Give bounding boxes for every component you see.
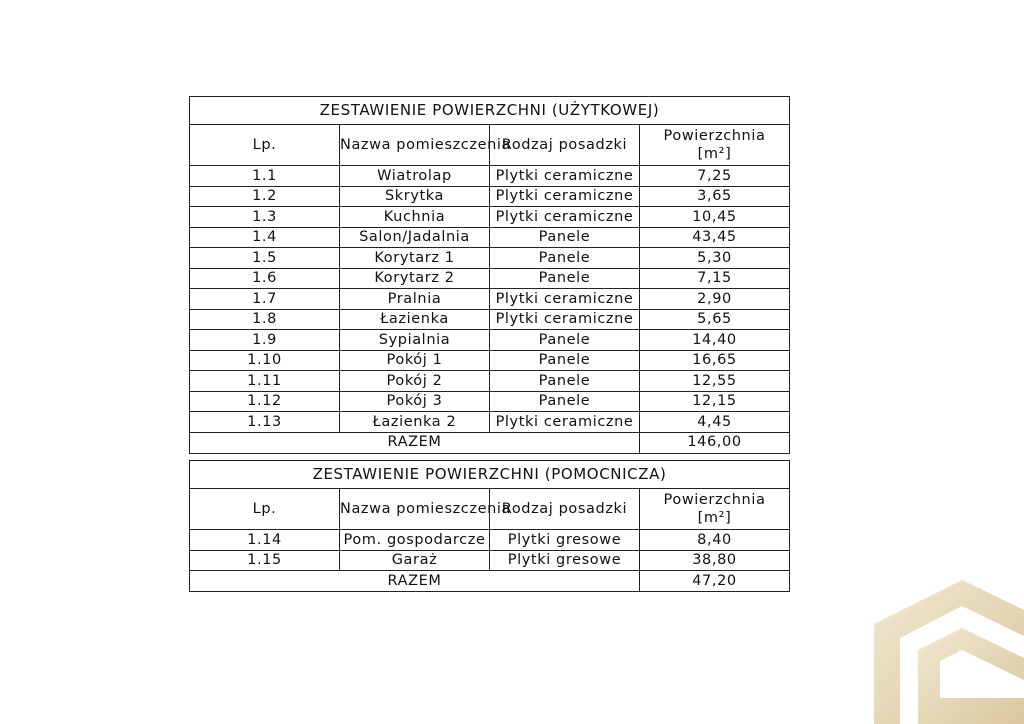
cell-area: 7,25 xyxy=(640,166,790,187)
table-row xyxy=(190,330,790,351)
cell-room-name: Korytarz 2 xyxy=(340,268,490,289)
cell-lp: 1.11 xyxy=(190,371,340,392)
cell-area: 8,40 xyxy=(640,530,790,551)
cell-room-name: Łazienka xyxy=(340,309,490,330)
table-row xyxy=(190,268,790,289)
cell-floor-type: Panele xyxy=(490,248,640,269)
header-room-name: Nazwa pomieszczenia xyxy=(340,125,490,166)
cell-floor-type: Plytki gresowe xyxy=(490,550,640,571)
header-lp: Lp. xyxy=(190,125,340,166)
table-row xyxy=(190,412,790,433)
cell-area: 2,90 xyxy=(640,289,790,310)
cell-floor-type: Panele xyxy=(490,371,640,392)
cell-floor-type: Plytki ceramiczne xyxy=(490,309,640,330)
header-room-name: Nazwa pomieszczenia xyxy=(340,489,490,530)
cell-floor-type: Plytki ceramiczne xyxy=(490,186,640,207)
cell-lp: 1.12 xyxy=(190,391,340,412)
cell-lp: 1.15 xyxy=(190,550,340,571)
cell-floor-type: Panele xyxy=(490,330,640,351)
cell-lp: 1.14 xyxy=(190,530,340,551)
cell-floor-type: Panele xyxy=(490,350,640,371)
cell-area: 43,45 xyxy=(640,227,790,248)
table-row xyxy=(190,550,790,571)
cell-lp: 1.4 xyxy=(190,227,340,248)
cell-room-name: Pokój 1 xyxy=(340,350,490,371)
header-floor-type: Rodzaj posadzki xyxy=(490,489,640,530)
cell-lp: 1.6 xyxy=(190,268,340,289)
table-header-row xyxy=(190,489,790,530)
cell-lp: 1.10 xyxy=(190,350,340,371)
cell-area: 12,55 xyxy=(640,371,790,392)
table-title-row xyxy=(190,461,790,489)
cell-floor-type: Plytki ceramiczne xyxy=(490,412,640,433)
table-row xyxy=(190,289,790,310)
total-row xyxy=(190,571,790,592)
cell-area: 5,65 xyxy=(640,309,790,330)
cell-room-name: Garaż xyxy=(340,550,490,571)
cell-lp: 1.3 xyxy=(190,207,340,228)
total-label: RAZEM xyxy=(190,571,640,592)
total-value: 47,20 xyxy=(640,571,790,592)
total-row xyxy=(190,432,790,453)
cell-lp: 1.7 xyxy=(190,289,340,310)
cell-area: 12,15 xyxy=(640,391,790,412)
cell-room-name: Kuchnia xyxy=(340,207,490,228)
cell-area: 4,45 xyxy=(640,412,790,433)
cell-room-name: Skrytka xyxy=(340,186,490,207)
cell-lp: 1.8 xyxy=(190,309,340,330)
usable-area-table-wrapper xyxy=(189,96,790,454)
table-row xyxy=(190,350,790,371)
cell-lp: 1.13 xyxy=(190,412,340,433)
header-area xyxy=(640,125,790,166)
house-logo-icon xyxy=(874,580,1024,724)
total-value: 146,00 xyxy=(640,432,790,453)
total-label: RAZEM xyxy=(190,432,640,453)
cell-area: 10,45 xyxy=(640,207,790,228)
header-area-label: Powierzchnia xyxy=(663,128,766,144)
table-row xyxy=(190,207,790,228)
table-row xyxy=(190,248,790,269)
cell-area: 5,30 xyxy=(640,248,790,269)
cell-area: 3,65 xyxy=(640,186,790,207)
cell-floor-type: Plytki ceramiczne xyxy=(490,289,640,310)
table-row xyxy=(190,186,790,207)
table-row xyxy=(190,227,790,248)
header-floor-type: Rodzaj posadzki xyxy=(490,125,640,166)
auxiliary-area-table xyxy=(189,460,790,592)
cell-room-name: Pokój 3 xyxy=(340,391,490,412)
cell-floor-type: Panele xyxy=(490,391,640,412)
cell-floor-type: Plytki ceramiczne xyxy=(490,207,640,228)
cell-room-name: Wiatrolap xyxy=(340,166,490,187)
header-area-unit: [m²] xyxy=(697,509,732,526)
cell-room-name: Pokój 2 xyxy=(340,371,490,392)
table-title: ZESTAWIENIE POWIERZCHNI (UŻYTKOWEJ) xyxy=(190,97,790,125)
cell-lp: 1.2 xyxy=(190,186,340,207)
table-title: ZESTAWIENIE POWIERZCHNI (POMOCNICZA) xyxy=(190,461,790,489)
header-area-unit: [m²] xyxy=(697,145,732,162)
table-row xyxy=(190,166,790,187)
header-area xyxy=(640,489,790,530)
cell-area: 14,40 xyxy=(640,330,790,351)
table-row xyxy=(190,371,790,392)
header-lp: Lp. xyxy=(190,489,340,530)
table-title-row xyxy=(190,97,790,125)
cell-lp: 1.9 xyxy=(190,330,340,351)
auxiliary-area-table-wrapper xyxy=(189,460,790,592)
table-row xyxy=(190,309,790,330)
cell-floor-type: Plytki ceramiczne xyxy=(490,166,640,187)
cell-area: 38,80 xyxy=(640,550,790,571)
cell-room-name: Salon/Jadalnia xyxy=(340,227,490,248)
cell-room-name: Korytarz 1 xyxy=(340,248,490,269)
table-row xyxy=(190,391,790,412)
cell-room-name: Pom. gospodarcze xyxy=(340,530,490,551)
cell-floor-type: Panele xyxy=(490,227,640,248)
header-area-label: Powierzchnia xyxy=(663,492,766,508)
usable-area-table xyxy=(189,96,790,454)
cell-lp: 1.5 xyxy=(190,248,340,269)
cell-room-name: Pralnia xyxy=(340,289,490,310)
cell-room-name: Łazienka 2 xyxy=(340,412,490,433)
cell-area: 7,15 xyxy=(640,268,790,289)
cell-room-name: Sypialnia xyxy=(340,330,490,351)
cell-floor-type: Plytki gresowe xyxy=(490,530,640,551)
cell-area: 16,65 xyxy=(640,350,790,371)
table-row xyxy=(190,530,790,551)
table-header-row xyxy=(190,125,790,166)
cell-floor-type: Panele xyxy=(490,268,640,289)
cell-lp: 1.1 xyxy=(190,166,340,187)
